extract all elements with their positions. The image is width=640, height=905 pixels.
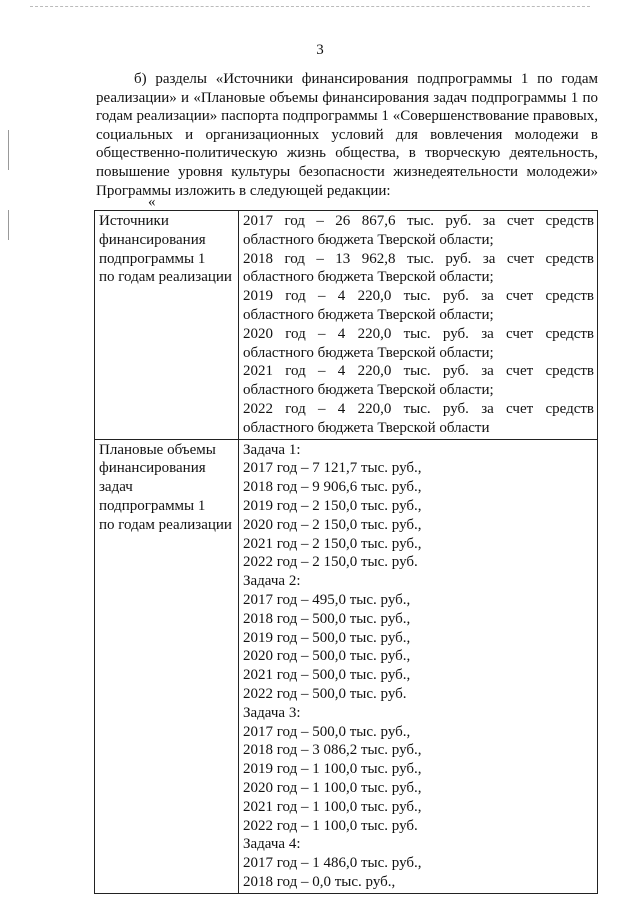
task-year-line: 2020 год – 500,0 тыс. руб., bbox=[243, 648, 411, 665]
scan-margin-mark bbox=[8, 130, 9, 170]
funding-entry-tail: областного бюджета Тверской области; bbox=[243, 306, 494, 323]
task-year-line: 2020 год – 2 150,0 тыс. руб., bbox=[243, 516, 422, 533]
label-line: задач bbox=[99, 479, 133, 496]
task-year-line: 2018 год – 9 906,6 тыс. руб., bbox=[243, 479, 422, 496]
scan-top-edge bbox=[30, 6, 590, 7]
task-year-line: 2021 год – 2 150,0 тыс. руб., bbox=[243, 535, 422, 552]
planned-volumes-values bbox=[239, 439, 598, 893]
label-line: по годам реализации bbox=[99, 516, 232, 533]
funding-entry-tail: областного бюджета Тверской области; bbox=[243, 231, 494, 248]
task-heading: Задача 3: bbox=[243, 704, 301, 721]
funding-entry-head: 2021 год – 4 220,0 тыс. руб. за счет средств bbox=[243, 363, 594, 380]
funding-entry bbox=[243, 400, 594, 438]
task-year-line: 2020 год – 1 100,0 тыс. руб., bbox=[243, 779, 422, 796]
passport-table bbox=[94, 210, 598, 894]
funding-entry-head: 2022 год – 4 220,0 тыс. руб. за счет средств bbox=[243, 400, 594, 417]
funding-entry-head: 2020 год – 4 220,0 тыс. руб. за счет средств bbox=[243, 325, 594, 342]
opening-quote: « bbox=[148, 194, 156, 210]
scan-margin-mark bbox=[8, 210, 9, 240]
label-line: финансирования bbox=[99, 231, 206, 248]
task-year-line: 2021 год – 500,0 тыс. руб., bbox=[243, 667, 411, 684]
row-label-planned-volumes bbox=[95, 439, 239, 893]
funding-entry-head: 2018 год – 13 962,8 тыс. руб. за счет средств bbox=[243, 250, 594, 267]
task-year-line: 2022 год – 2 150,0 тыс. руб. bbox=[243, 554, 418, 571]
task-year-line: 2022 год – 500,0 тыс. руб. bbox=[243, 685, 407, 702]
task-heading: Задача 4: bbox=[243, 836, 301, 853]
task-year-line: 2018 год – 0,0 тыс. руб., bbox=[243, 873, 396, 890]
funding-entry bbox=[243, 362, 594, 400]
label-line: подпрограммы 1 bbox=[99, 497, 206, 514]
funding-entry bbox=[243, 250, 594, 288]
funding-entry-head: 2019 год – 4 220,0 тыс. руб. за счет средств bbox=[243, 288, 594, 305]
row-label-funding-sources bbox=[95, 211, 239, 440]
task-year-line: 2017 год – 500,0 тыс. руб., bbox=[243, 723, 411, 740]
label-line: подпрограммы 1 bbox=[99, 250, 206, 267]
label-line: Плановые объемы bbox=[99, 441, 216, 458]
funding-entry-tail: областного бюджета Тверской области; bbox=[243, 382, 494, 399]
task-year-line: 2018 год – 500,0 тыс. руб., bbox=[243, 610, 411, 627]
task-year-line: 2021 год – 1 100,0 тыс. руб., bbox=[243, 798, 422, 815]
label-line: по годам реализации bbox=[99, 269, 232, 286]
label-line: Источники bbox=[99, 213, 169, 229]
task-year-line: 2017 год – 7 121,7 тыс. руб., bbox=[243, 460, 422, 477]
task-year-line: 2019 год – 1 100,0 тыс. руб., bbox=[243, 761, 422, 778]
funding-entry bbox=[243, 325, 594, 363]
label-line: финансирования bbox=[99, 460, 206, 477]
task-year-line: 2019 год – 2 150,0 тыс. руб., bbox=[243, 497, 422, 514]
funding-entry-tail: областного бюджета Тверской области; bbox=[243, 269, 494, 286]
intro-paragraph: б) разделы «Источники финансирования подпрограммы 1 по годам реализации» и «Плановые объемы финансирования задач подпрограммы 1 по годам реализации» паспорта подпрограммы 1 «Совершенствование правовых, социальных и организационных условий для вовлечения молодежи в общественно-политическую жизнь общества, в творческую деятельность, повышение уровня культуры безопасности жизнедеятельности молодежи» Программы изложить в следующей редакции: bbox=[96, 71, 598, 199]
task-year-line: 2017 год – 495,0 тыс. руб., bbox=[243, 591, 411, 608]
task-year-line: 2017 год – 1 486,0 тыс. руб., bbox=[243, 855, 422, 872]
task-year-line: 2018 год – 3 086,2 тыс. руб., bbox=[243, 742, 422, 759]
funding-entry bbox=[243, 212, 594, 250]
page-number: 3 bbox=[316, 42, 324, 58]
task-heading: Задача 1: bbox=[243, 441, 301, 458]
funding-sources-values bbox=[239, 211, 598, 440]
funding-entry-tail: областного бюджета Тверской области bbox=[243, 419, 490, 436]
task-year-line: 2019 год – 500,0 тыс. руб., bbox=[243, 629, 411, 646]
task-heading: Задача 2: bbox=[243, 573, 301, 590]
task-year-line: 2022 год – 1 100,0 тыс. руб. bbox=[243, 817, 418, 834]
funding-entry-head: 2017 год – 26 867,6 тыс. руб. за счет средств bbox=[243, 213, 594, 229]
table-row bbox=[95, 211, 598, 440]
funding-entry bbox=[243, 287, 594, 325]
table-row bbox=[95, 439, 598, 893]
funding-entry-tail: областного бюджета Тверской области; bbox=[243, 344, 494, 361]
